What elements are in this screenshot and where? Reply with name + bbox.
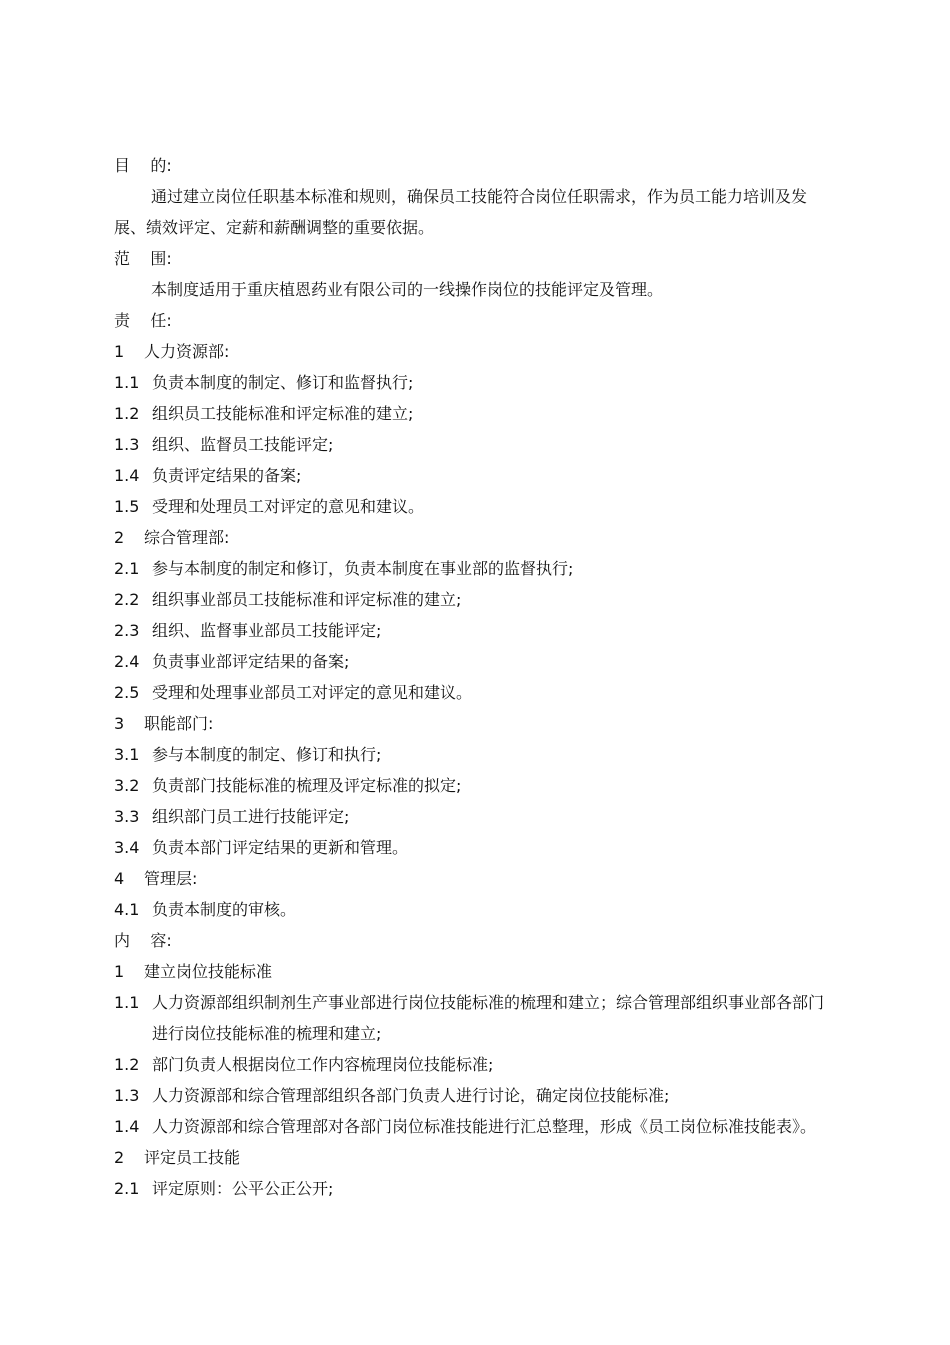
list-item <box>114 460 824 491</box>
list-item <box>114 894 824 925</box>
list-item <box>114 584 824 615</box>
item-number: 2.2 <box>114 590 140 609</box>
item-text: 评定原则：公平公正公开; <box>152 1179 334 1198</box>
item-number: 2.1 <box>114 1179 140 1198</box>
list-item <box>114 615 824 646</box>
item-text: 人力资源部: <box>144 342 230 361</box>
item-number: 4.1 <box>114 900 140 919</box>
purpose-text: 通过建立岗位任职基本标准和规则，确保员工技能符合岗位任职需求，作为员工能力培训及发展、绩效评定、定薪和薪酬调整的重要依据。 <box>114 187 808 237</box>
item-number: 2.5 <box>114 683 140 702</box>
list-item <box>114 1049 824 1080</box>
item-text: 组织部门员工进行技能评定; <box>152 807 350 826</box>
item-number: 1.1 <box>114 373 140 392</box>
item-number: 1.1 <box>114 993 140 1012</box>
list-item <box>114 801 824 832</box>
item-number: 2.4 <box>114 652 140 671</box>
item-text: 受理和处理事业部员工对评定的意见和建议。 <box>152 683 473 702</box>
item-text: 人力资源部组织制剂生产事业部进行岗位技能标准的梳理和建立；综合管理部组织事业部各部门进行岗位技能标准的梳理和建立; <box>152 993 825 1043</box>
item-number: 1.4 <box>114 1117 140 1136</box>
list-item <box>114 522 824 553</box>
item-text: 负责本部门评定结果的更新和管理。 <box>152 838 409 857</box>
item-number: 2 <box>114 528 125 547</box>
list-item <box>114 646 824 677</box>
item-text: 参与本制度的制定和修订，负责本制度在事业部的监督执行; <box>152 559 574 578</box>
item-number: 1.2 <box>114 404 140 423</box>
list-item <box>114 739 824 770</box>
list-item <box>114 708 824 739</box>
item-text: 组织员工技能标准和评定标准的建立; <box>152 404 414 423</box>
list-item <box>114 367 824 398</box>
list-item <box>114 863 824 894</box>
item-number: 1 <box>114 962 125 981</box>
list-item <box>114 770 824 801</box>
list-item <box>114 1111 824 1142</box>
item-text: 负责部门技能标准的梳理及评定标准的拟定; <box>152 776 462 795</box>
item-number: 3.3 <box>114 807 140 826</box>
item-number: 1 <box>114 342 125 361</box>
item-number: 1.5 <box>114 497 140 516</box>
item-number: 2.1 <box>114 559 140 578</box>
item-text: 管理层: <box>144 869 198 888</box>
item-number: 2.3 <box>114 621 140 640</box>
scope-text: 本制度适用于重庆植恩药业有限公司的一线操作岗位的技能评定及管理。 <box>151 280 664 299</box>
item-number: 1.2 <box>114 1055 140 1074</box>
item-text: 综合管理部: <box>144 528 230 547</box>
item-text: 负责事业部评定结果的备案; <box>152 652 350 671</box>
list-item <box>114 832 824 863</box>
list-item <box>114 956 824 987</box>
content-list <box>114 956 824 1204</box>
item-text: 部门负责人根据岗位工作内容梳理岗位技能标准; <box>152 1055 494 1074</box>
item-number: 4 <box>114 869 125 888</box>
purpose-heading: 目 的: <box>114 156 172 175</box>
item-text: 职能部门: <box>144 714 214 733</box>
list-item <box>114 553 824 584</box>
item-number: 3.4 <box>114 838 140 857</box>
document-body <box>114 150 824 1204</box>
item-text: 组织、监督员工技能评定; <box>152 435 334 454</box>
duty-heading: 责 任: <box>114 311 172 330</box>
item-text: 负责评定结果的备案; <box>152 466 302 485</box>
list-item <box>114 1173 824 1204</box>
item-text: 评定员工技能 <box>144 1148 241 1167</box>
item-text: 负责本制度的审核。 <box>152 900 297 919</box>
list-item <box>114 1142 824 1173</box>
list-item <box>114 398 824 429</box>
item-number: 3.1 <box>114 745 140 764</box>
list-item <box>114 491 824 522</box>
item-text: 人力资源部和综合管理部组织各部门负责人进行讨论，确定岗位技能标准; <box>152 1086 670 1105</box>
list-item <box>114 987 824 1049</box>
item-number: 1.4 <box>114 466 140 485</box>
list-item <box>114 1080 824 1111</box>
item-number: 1.3 <box>114 1086 140 1105</box>
item-number: 3.2 <box>114 776 140 795</box>
content-heading: 内 容: <box>114 931 172 950</box>
list-item <box>114 429 824 460</box>
list-item <box>114 336 824 367</box>
item-text: 参与本制度的制定、修订和执行; <box>152 745 382 764</box>
item-text: 受理和处理员工对评定的意见和建议。 <box>152 497 425 516</box>
item-text: 组织、监督事业部员工技能评定; <box>152 621 382 640</box>
item-number: 2 <box>114 1148 125 1167</box>
item-number: 1.3 <box>114 435 140 454</box>
scope-heading: 范 围: <box>114 249 172 268</box>
list-item <box>114 677 824 708</box>
item-text: 人力资源部和综合管理部对各部门岗位标准技能进行汇总整理，形成《员工岗位标准技能表》。 <box>152 1117 817 1136</box>
item-text: 建立岗位技能标准 <box>144 962 273 981</box>
item-number: 3 <box>114 714 125 733</box>
duty-list <box>114 336 824 925</box>
item-text: 负责本制度的制定、修订和监督执行; <box>152 373 414 392</box>
item-text: 组织事业部员工技能标准和评定标准的建立; <box>152 590 462 609</box>
